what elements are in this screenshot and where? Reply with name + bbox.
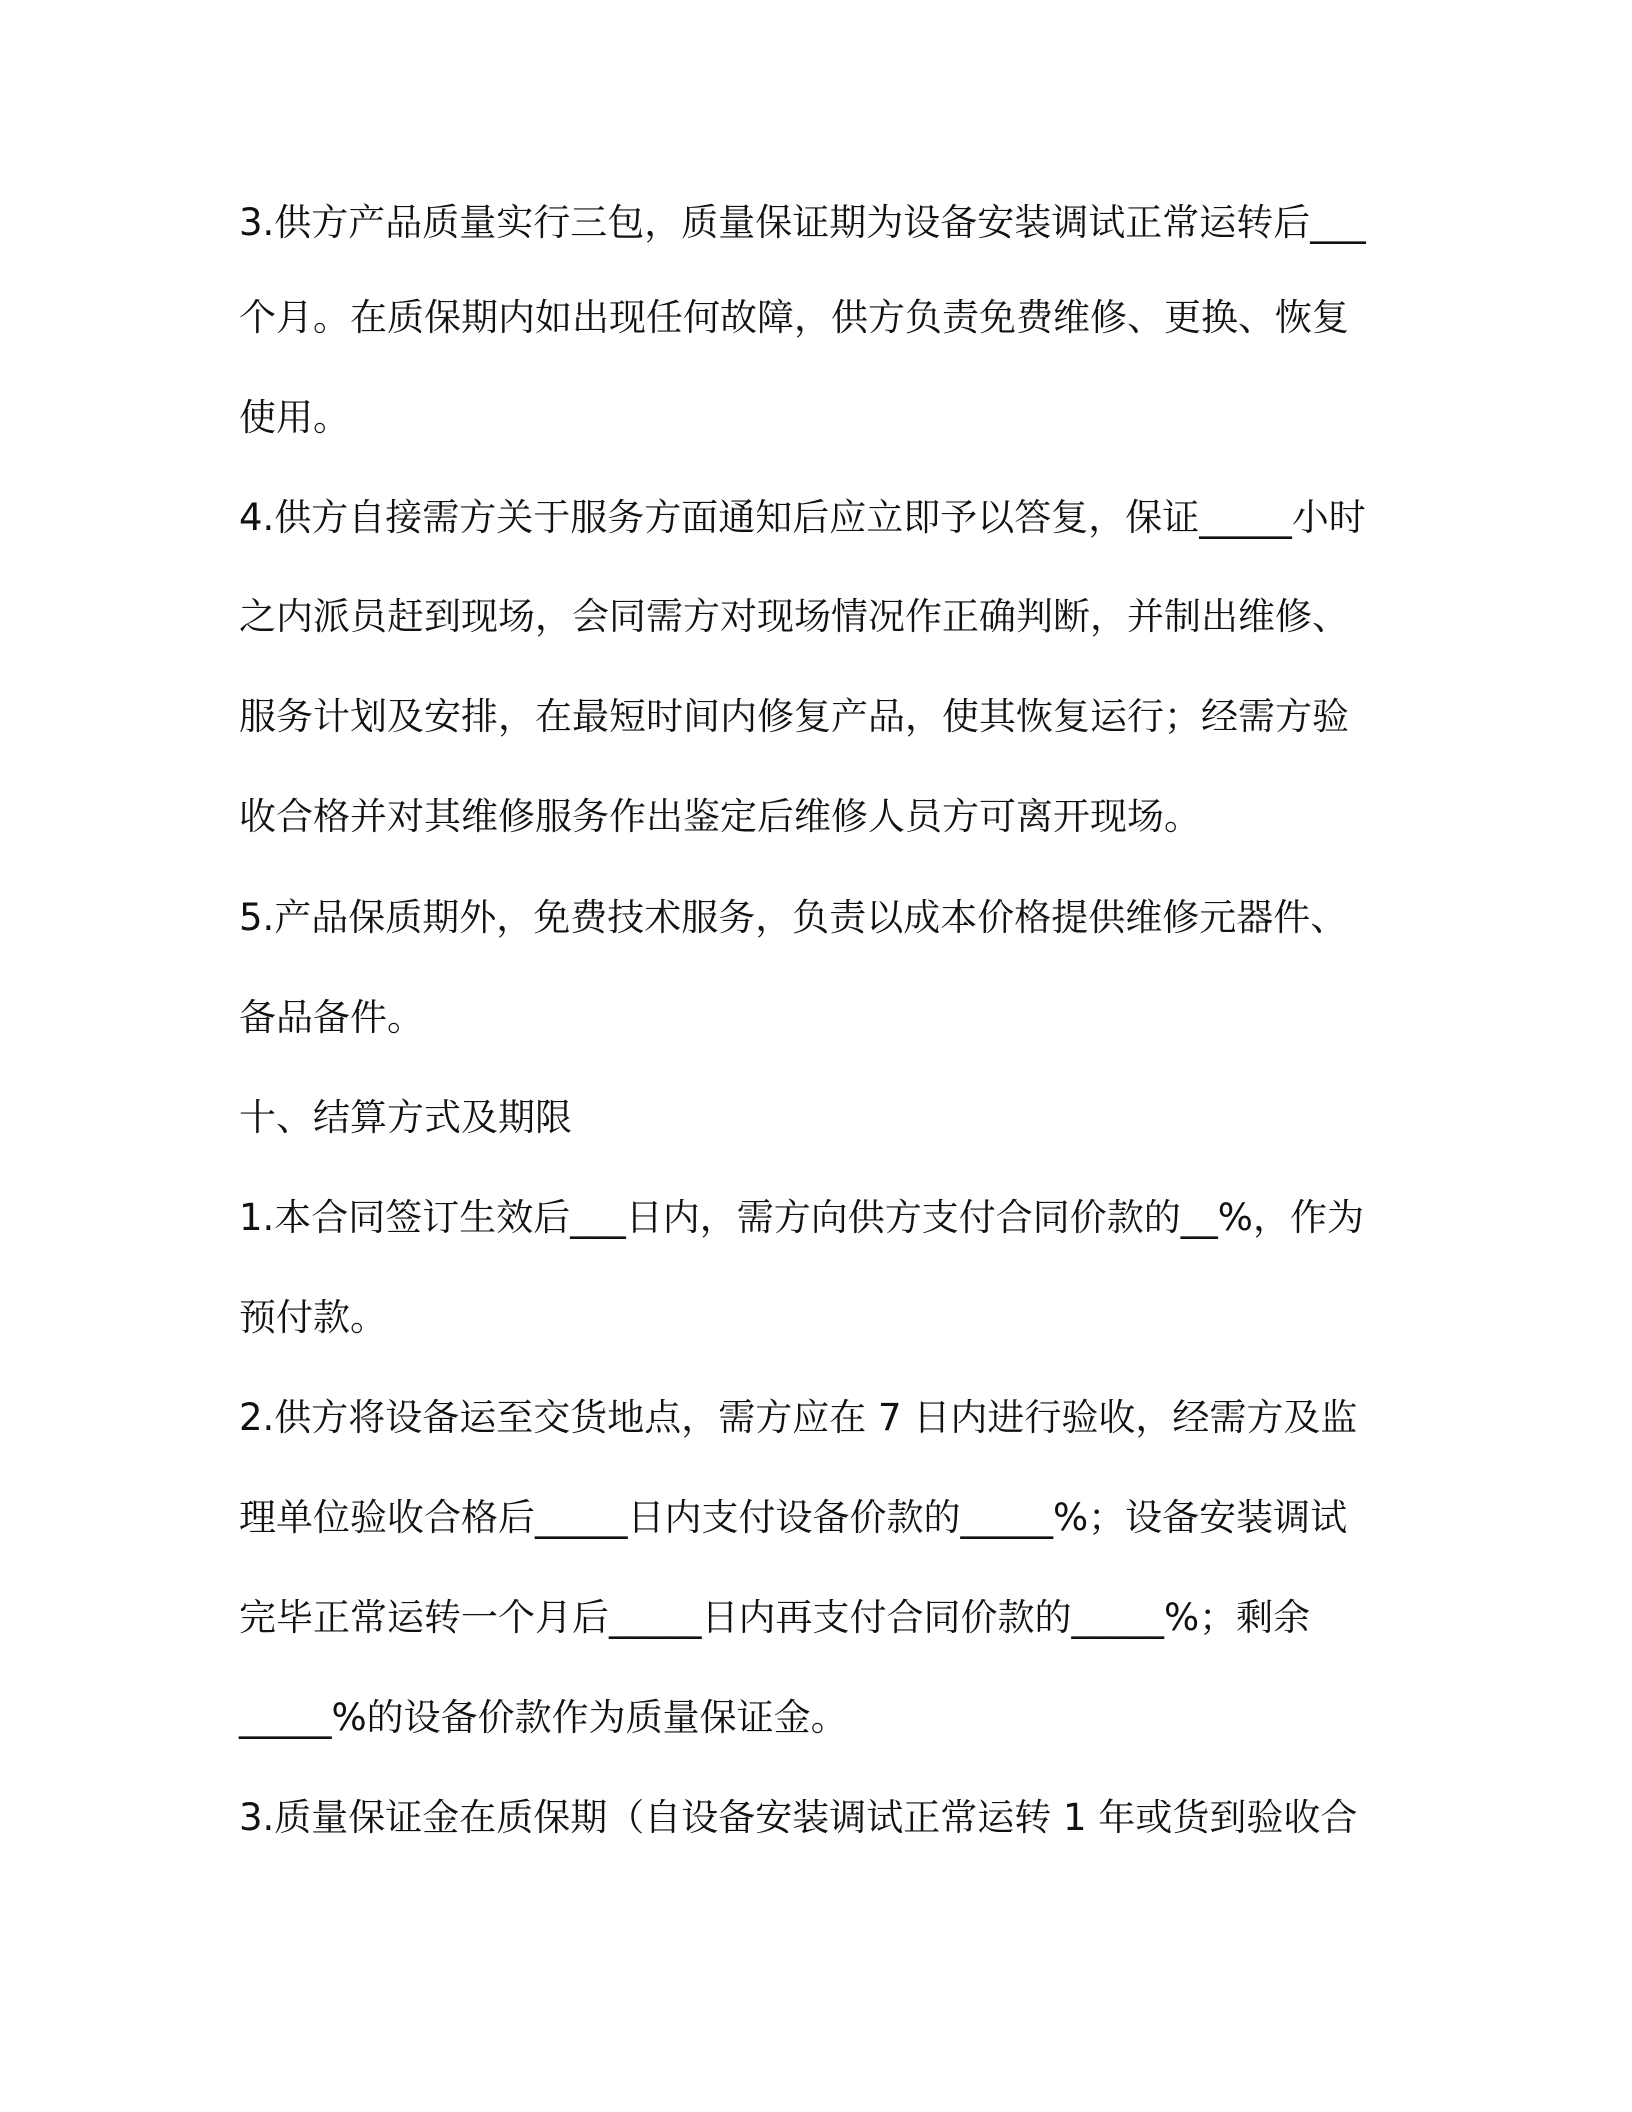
text-line-9: 备品备件。: [239, 996, 424, 1039]
text-line-8: 5.产品保质期外，免费技术服务，负责以成本价格提供维修元器件、: [239, 896, 1348, 939]
text-line-11: 1.本合同签订生效后___日内，需方向供方支付合同价款的__%，作为: [239, 1196, 1364, 1239]
text-line-1: 3.供方产品质量实行三包，质量保证期为设备安装调试正常运转后___: [239, 201, 1366, 244]
text-line-12: 预付款。: [239, 1296, 387, 1339]
text-line-14: 理单位验收合格后_____日内支付设备价款的_____%；设备安装调试: [239, 1496, 1348, 1539]
text-line-4: 4.供方自接需方关于服务方面通知后应立即予以答复，保证_____小时: [239, 496, 1366, 539]
section-heading: 十、结算方式及期限: [239, 1096, 572, 1139]
text-line-6: 服务计划及安排，在最短时间内修复产品，使其恢复运行；经需方验: [239, 695, 1349, 738]
text-line-15: 完毕正常运转一个月后_____日内再支付合同价款的_____%；剩余: [239, 1596, 1311, 1639]
text-line-7: 收合格并对其维修服务作出鉴定后维修人员方可离开现场。: [239, 795, 1201, 838]
text-line-5: 之内派员赶到现场，会同需方对现场情况作正确判断，并制出维修、: [239, 595, 1349, 638]
text-line-16: _____%的设备价款作为质量保证金。: [239, 1696, 848, 1739]
text-line-2: 个月。在质保期内如出现任何故障，供方负责免费维修、更换、恢复: [239, 296, 1349, 339]
text-line-17: 3.质量保证金在质保期（自设备安装调试正常运转 1 年或货到验收合: [239, 1796, 1358, 1839]
text-line-13: 2.供方将设备运至交货地点，需方应在 7 日内进行验收，经需方及监: [239, 1396, 1358, 1439]
text-line-3: 使用。: [239, 396, 350, 439]
